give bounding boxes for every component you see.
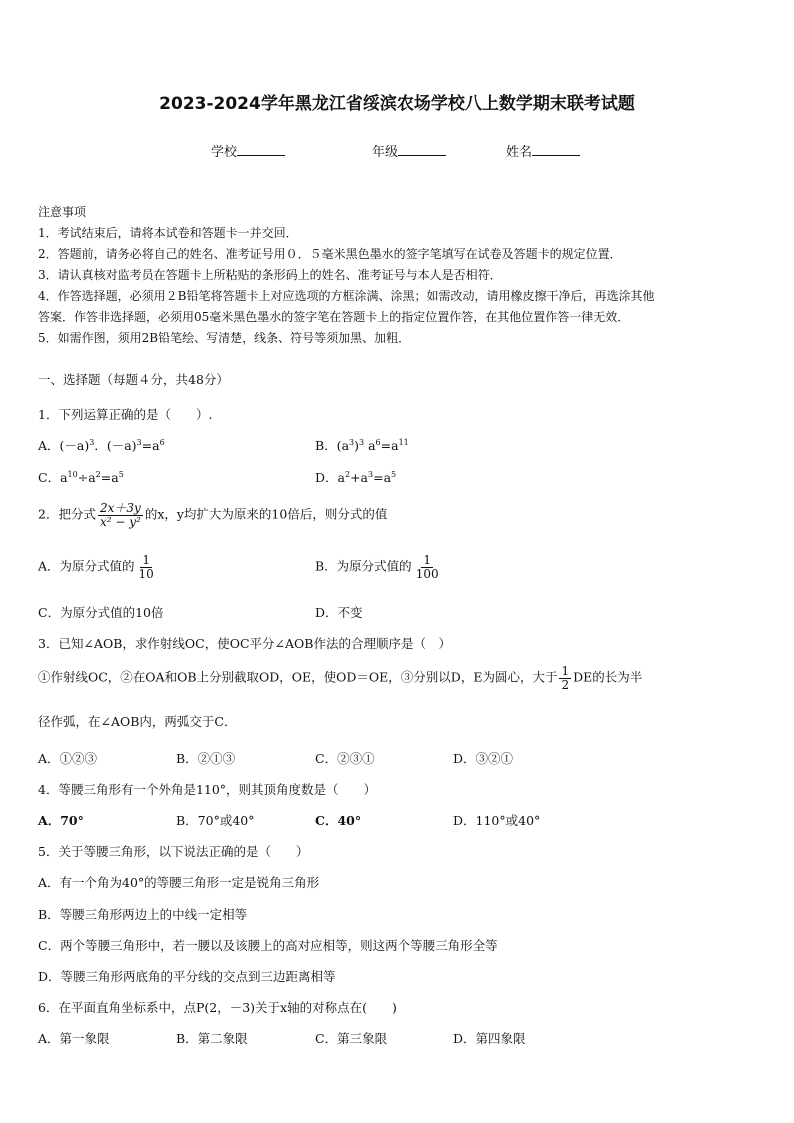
notice-item: 4．作答选择题，必须用２B铅笔将答题卡上对应选项的方框涂满、涂黑；如需改动，请用橡皮擦干净后，再选涂其他 bbox=[38, 289, 655, 303]
q2-option-c[interactable]: C．为原分式值的10倍 bbox=[38, 605, 164, 620]
question-2-stem: 2．把分式 $\frac{2x+3y}{\text{x² − y²}}$ 的x，y均扩大为原来的10倍后，则分式的值 bbox=[38, 501, 388, 529]
notice-item: 答案．作答非选择题，必须用05毫米黑色墨水的签字笔在答题卡上的指定位置作答，在其他位置作答一律无效． bbox=[38, 310, 630, 324]
q1-option-d[interactable]: D．$a^2+a^3=a^5$ bbox=[315, 469, 397, 485]
q3-option-b[interactable]: B．②①③ bbox=[176, 751, 236, 766]
notice-heading: 注意事项 bbox=[38, 205, 87, 219]
school-blank[interactable] bbox=[237, 143, 285, 156]
question-5-stem: 5．关于等腰三角形，以下说法正确的是（ ） bbox=[38, 844, 309, 859]
question-3-line-3: 径作弧，在∠AOB内，两弧交于C． bbox=[38, 714, 237, 729]
page-title: 2023-2024学年黑龙江省绥滨农场学校八上数学期末联考试题 bbox=[159, 94, 635, 114]
q4-option-c[interactable]: C．40° bbox=[315, 813, 362, 828]
notice-item: 3．请认真核对监考员在答题卡上所粘贴的条形码上的姓名、准考证号与本人是否相符． bbox=[38, 268, 502, 282]
q1-option-a[interactable]: A．$(-a)^3$．$(-a)^3=a^6$ bbox=[38, 437, 165, 453]
name-field[interactable] bbox=[506, 141, 580, 160]
notice-item: 5．如需作图，须用2B铅笔绘、写清楚，线条、符号等须加黑、加粗． bbox=[38, 331, 411, 345]
grade-label: 年级 bbox=[372, 145, 399, 160]
q1-option-b[interactable]: B．$(a^3)^3$ $a^6=a^{11}$ bbox=[315, 437, 409, 453]
q5-option-b[interactable]: B．等腰三角形两边上的中线一定相等 bbox=[38, 907, 248, 922]
q6-option-a[interactable]: A．第一象限 bbox=[38, 1031, 110, 1046]
name-label: 姓名 bbox=[506, 145, 533, 160]
q5-option-a[interactable]: A．有一个角为40°的等腰三角形一定是锐角三角形 bbox=[38, 875, 320, 890]
question-6-stem: 6．在平面直角坐标系中，点P(2，－3)关于x轴的对称点在( ) bbox=[38, 1000, 397, 1015]
notice-item: 2．答题前，请务必将自己的姓名、准考证号用０．５毫米黑色墨水的签字笔填写在试卷及答题卡的规定位置． bbox=[38, 247, 622, 261]
q4-option-b[interactable]: B．70°或40° bbox=[176, 813, 255, 828]
q6-option-c[interactable]: C．第三象限 bbox=[315, 1031, 388, 1046]
school-field[interactable] bbox=[211, 141, 285, 160]
q6-option-b[interactable]: B．第二象限 bbox=[176, 1031, 248, 1046]
q2-fraction: $\frac{2x+3y}{\text{x² − y²}}$ bbox=[99, 501, 141, 529]
question-3-stem: 3．已知∠AOB，求作射线OC，使OC平分∠AOB作法的合理顺序是（ ） bbox=[38, 636, 451, 651]
grade-field[interactable] bbox=[372, 141, 446, 160]
q2-option-d[interactable]: D．不变 bbox=[315, 605, 363, 620]
q3-option-a[interactable]: A．①②③ bbox=[38, 751, 98, 766]
q6-option-d[interactable]: D．第四象限 bbox=[453, 1031, 526, 1046]
q3-option-d[interactable]: D．③②① bbox=[453, 751, 514, 766]
q2-option-a[interactable]: A．为原分式值的 $\frac{1}{10}$ bbox=[38, 553, 154, 581]
question-4-stem: 4．等腰三角形有一个外角是110°，则其顶角度数是（ ） bbox=[38, 782, 377, 797]
q2-option-b[interactable]: B．为原分式值的 $\frac{1}{100}$ bbox=[315, 553, 439, 581]
q5-option-c[interactable]: C．两个等腰三角形中，若一腰以及该腰上的高对应相等，则这两个等腰三角形全等 bbox=[38, 938, 498, 953]
q4-option-d[interactable]: D．110°或40° bbox=[453, 813, 541, 828]
q1-option-c[interactable]: C．$a^{10}\div a^2=a^5$ bbox=[38, 469, 124, 485]
q4-option-a[interactable]: A．70° bbox=[38, 813, 84, 828]
grade-blank[interactable] bbox=[398, 143, 446, 156]
q3-option-c[interactable]: C．②③① bbox=[315, 751, 375, 766]
question-1-stem: 1．下列运算正确的是（ ）. bbox=[38, 407, 213, 422]
name-blank[interactable] bbox=[532, 143, 580, 156]
notice-item: 1．考试结束后，请将本试卷和答题卡一并交回． bbox=[38, 226, 298, 240]
section-heading: 一、选择题（每题４分，共48分） bbox=[38, 372, 229, 387]
question-3-line-2: ①作射线OC，②在OA和OB上分别截取OD，OE，使OD＝OE，③分别以D，E为圆心，大于 $\frac{1}{2}$ DE的长为半 bbox=[38, 664, 643, 692]
school-label: 学校 bbox=[211, 145, 238, 160]
q5-option-d[interactable]: D．等腰三角形两底角的平分线的交点到三边距离相等 bbox=[38, 969, 336, 984]
